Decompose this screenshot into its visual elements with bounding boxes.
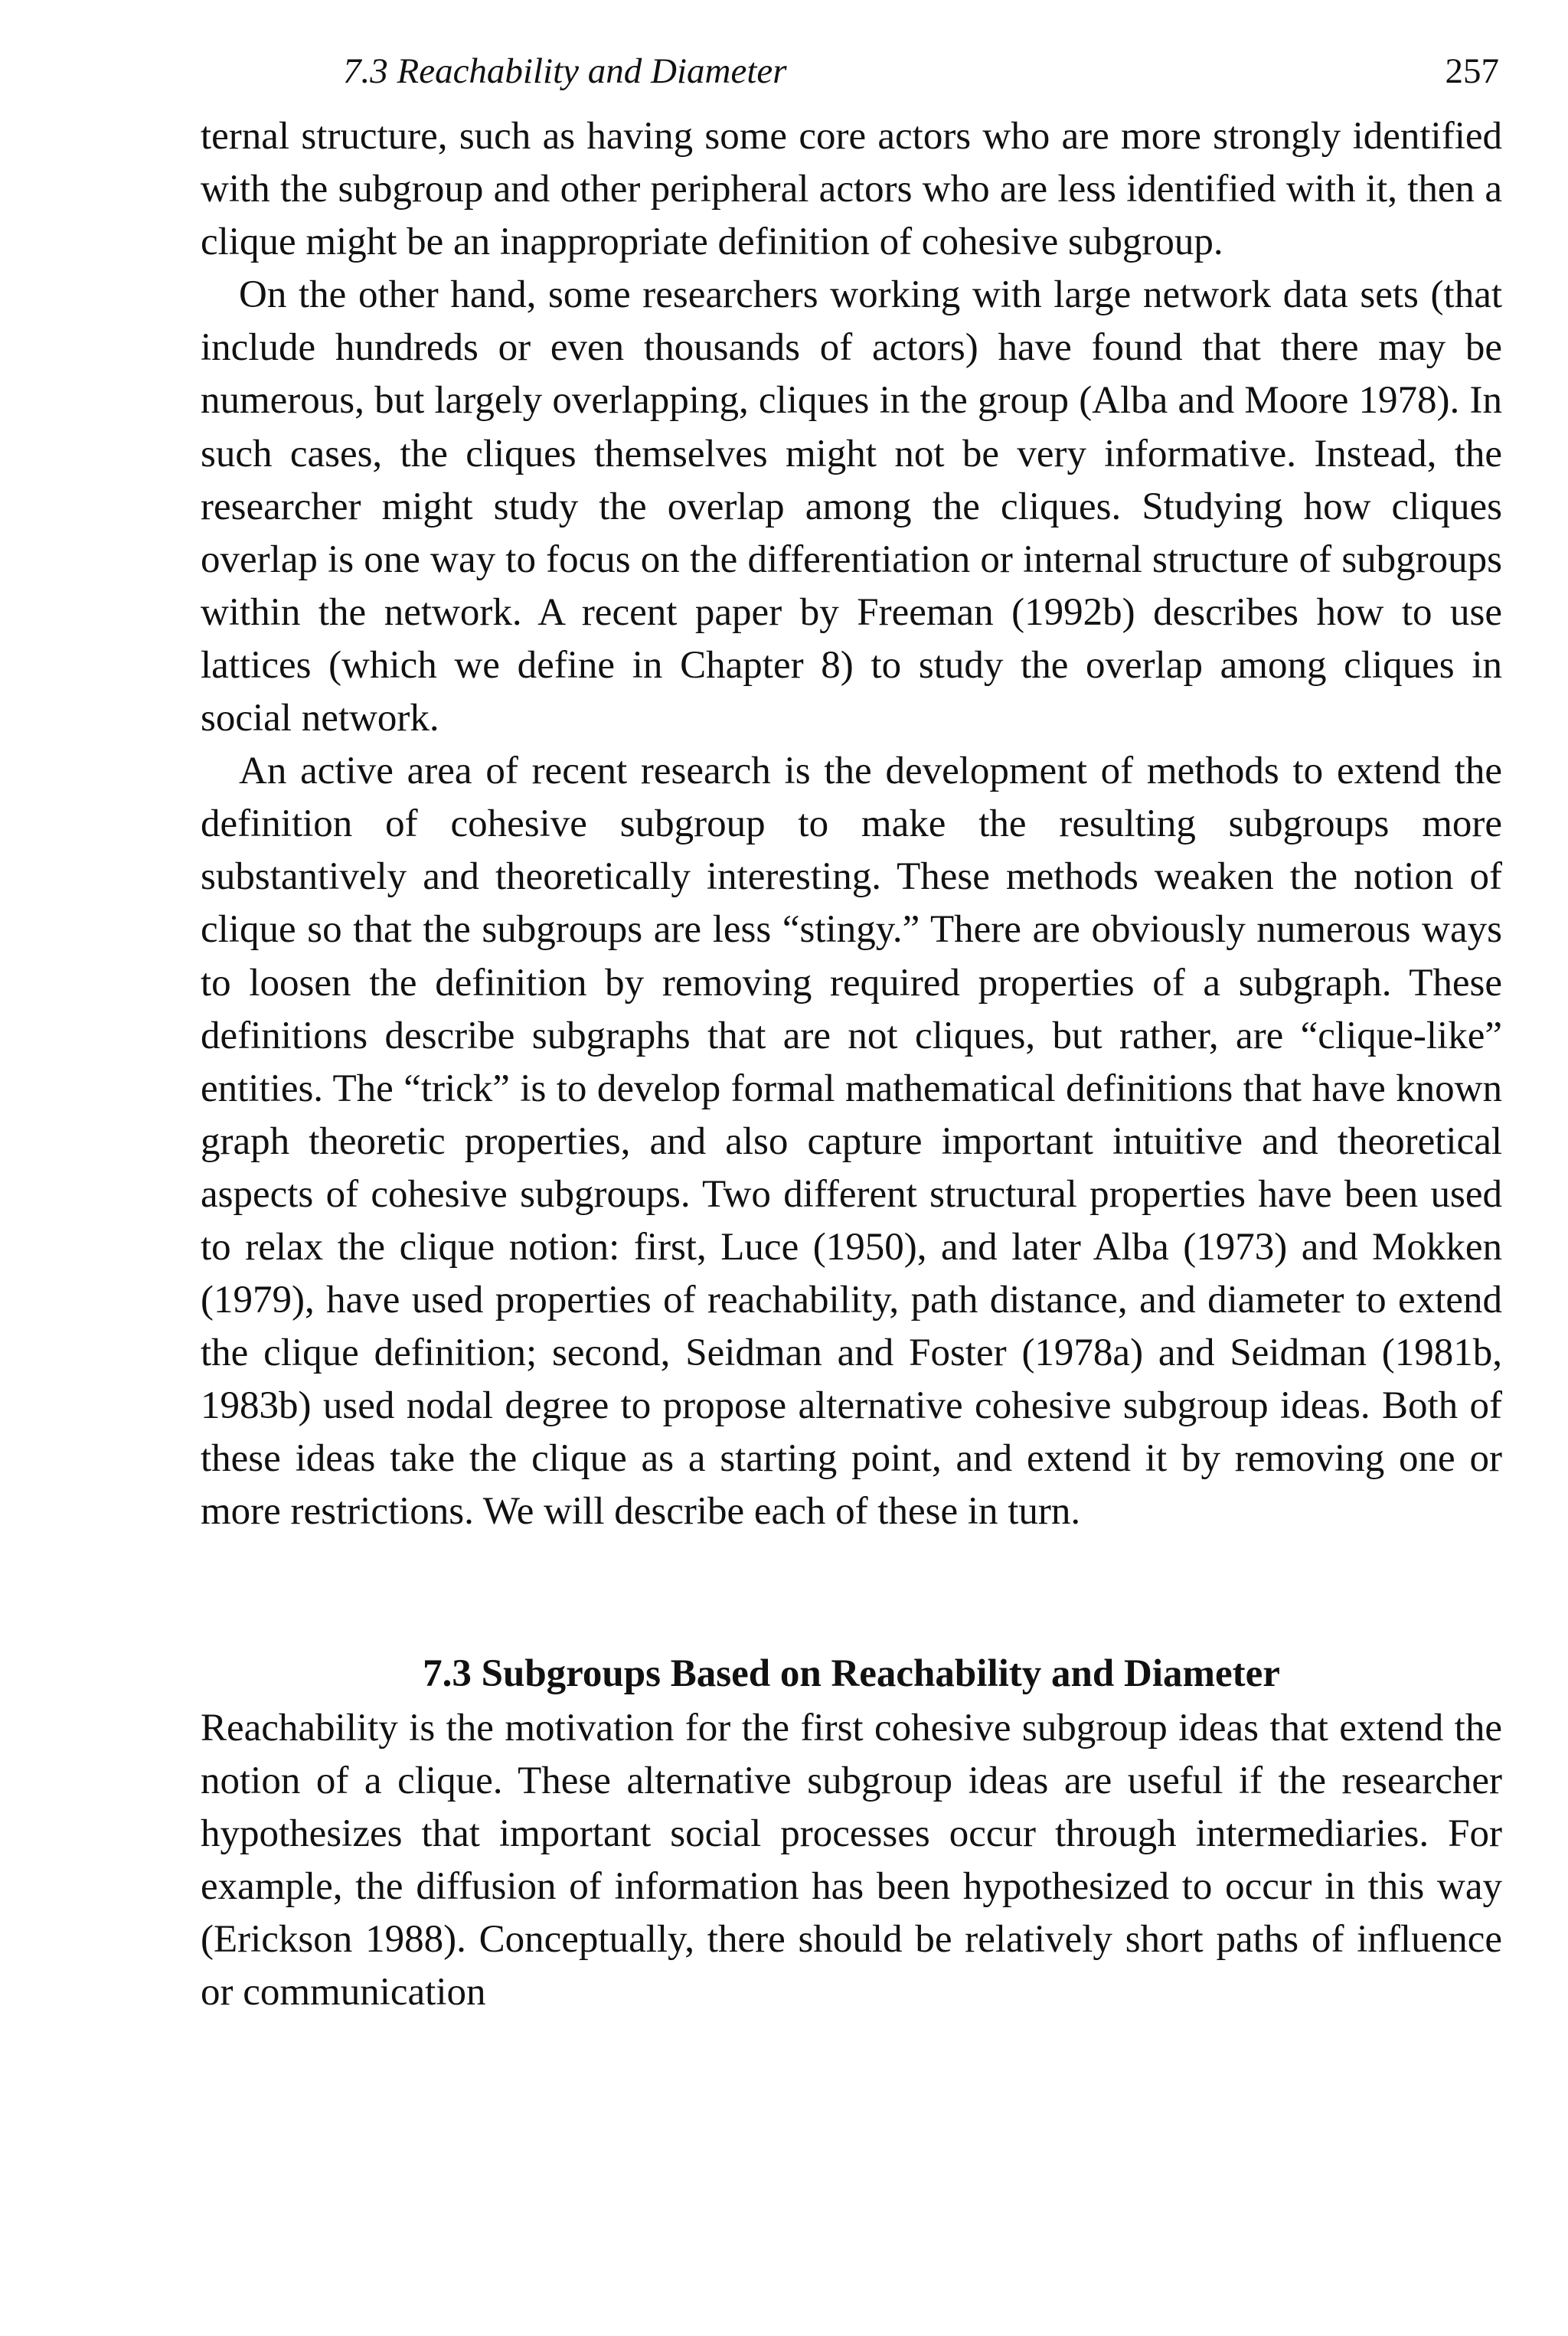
section-heading: 7.3 Subgroups Based on Reachability and Diameter — [423, 1652, 1280, 1695]
page-number: 257 — [1445, 51, 1499, 91]
body-text — [201, 110, 1502, 1539]
paragraph-overlapping-cliques: On the other hand, some researchers working with large network data sets (that include hundreds or even thousands of actors) have found that there may be numerous, but largely overlapping, cliques in the group (Alba and Moore 1978). In such cases, the cliques themselves might not be very informative. Instead, the researcher might study the overlap among the cliques. Studying how cliques overlap is one way to focus on the differentiation or internal structure of subgroups within the network. A recent paper by Freeman (1992b) describes how to use lattices (which we define in Chapter 8) to study the overlap among cliques in social network. — [201, 273, 1502, 740]
running-head — [201, 44, 1502, 98]
book-page — [201, 44, 1502, 2019]
paragraph-recent-research: An active area of recent research is the development of methods to extend the definition of cohesive subgroup to make the resulting subgroups more substantively and theoretically interesting. These methods weaken the notion of clique so that the subgroups are less “stingy.” There are obviously numerous ways to loosen the definition by removing required properties of a subgraph. These definitions describe subgraphs that are not cliques, but rather, are “clique-like” entities. The “trick” is to develop formal mathematical definitions that have known graph theoretic properties, and also capture important intuitive and theoretical aspects of cohesive subgroups. Two different structural properties have been used to relax the clique notion: first, Luce (1950), and later Alba (1973) and Mokken (1979), have used properties of reachability, path distance, and diameter to extend the clique definition; second, Seidman and Foster (1978a) and Seidman (1981b, 1983b) used nodal degree to propose alternative cohesive subgroup ideas. Both of these ideas take the clique as a starting point, and extend it by removing one or more restrictions. We will describe each of these in turn. — [201, 750, 1502, 1534]
paragraph-continued: ternal structure, such as having some core actors who are more strongly identified with the subgroup and other peripheral actors who are less identified with it, then a clique might be an inappropriate definition of cohesive subgroup. — [201, 115, 1502, 264]
section-paragraph: Reachability is the motivation for the first cohesive subgroup ideas that extend the notion of a clique. These alternative subgroup ideas are useful if the researcher hypothesizes that important social processes occur through intermediaries. For example, the diffusion of information has been hypothesized to occur in this way (Erickson 1988). Conceptually, there should be relatively short paths of influence or communication — [201, 1706, 1502, 2014]
running-head-title: 7.3 Reachability and Diameter — [343, 51, 787, 91]
